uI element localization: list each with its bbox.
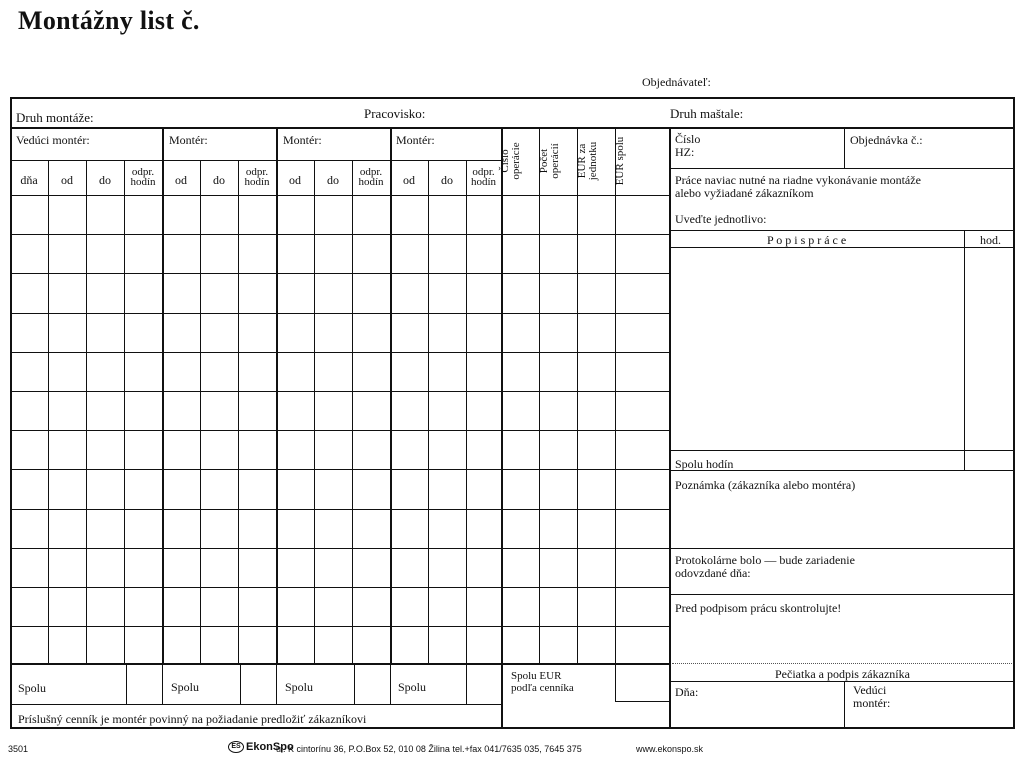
grid-col-line bbox=[238, 160, 239, 663]
grid-row-line bbox=[10, 352, 669, 353]
spolu-eur-line2: podľa cenníka bbox=[511, 682, 574, 694]
ops-spolu-col-line bbox=[615, 663, 616, 701]
popis-prace-header: P o p i s p r á c e bbox=[767, 233, 847, 247]
grid-row-line bbox=[10, 587, 669, 588]
subcol-5: do bbox=[213, 173, 225, 187]
signature-dotted-line bbox=[672, 663, 1012, 664]
spolu-col-line bbox=[466, 663, 467, 704]
col-pocet-operacii: Počet operácií bbox=[538, 143, 561, 179]
group-veduci-monter: Vedúci montér: bbox=[16, 133, 90, 147]
grid-col-line bbox=[200, 160, 201, 663]
subcol-6: odpr. hodín bbox=[244, 166, 270, 188]
spolu-col-line bbox=[162, 663, 163, 704]
cislo-hz-label bbox=[675, 133, 700, 159]
col-cislo-operacie: Číslo operácie bbox=[499, 142, 522, 180]
subcol-9: odpr. hodín bbox=[358, 166, 384, 188]
pracovisko-label: Pracovisko: bbox=[364, 106, 426, 121]
druh-mastale-label: Druh maštale: bbox=[670, 106, 744, 121]
veduci-line1: Vedúci bbox=[853, 683, 887, 697]
form-title: Montážny list č. bbox=[18, 6, 200, 35]
header-divider bbox=[10, 127, 1015, 129]
objednavka-label: Objednávka č.: bbox=[850, 133, 923, 147]
pred-podpisom-label: Pred podpisom prácu skontrolujte! bbox=[675, 601, 842, 615]
ops-col-line bbox=[577, 128, 578, 663]
grid-row-line bbox=[10, 313, 669, 314]
ops-col-line bbox=[539, 128, 540, 663]
hz-objednavka-divider bbox=[844, 128, 845, 168]
prace-note-line1: Práce naviac nutné na riadne vykonávanie montáže bbox=[675, 173, 921, 187]
subcol-7: od bbox=[289, 173, 301, 187]
brand-name: EkonSpo bbox=[246, 741, 294, 753]
ops-col-line bbox=[615, 128, 616, 663]
spolu-col-line bbox=[240, 663, 241, 704]
cislo-hz-line2: HZ: bbox=[675, 145, 695, 159]
right-line-7 bbox=[669, 594, 1015, 595]
protokolarne-label bbox=[675, 554, 855, 580]
right-line-6 bbox=[669, 548, 1015, 549]
grid-row-line bbox=[10, 626, 669, 627]
spolu-hodin-label: Spolu hodín bbox=[675, 457, 734, 471]
druh-montaze-label: Druh montáže: bbox=[16, 110, 94, 125]
spolu-veduci: Spolu bbox=[18, 681, 47, 695]
spolu-eur-line1: Spolu EUR bbox=[511, 670, 562, 682]
group-monter-1: Montér: bbox=[169, 133, 208, 147]
prace-note-line2: alebo vyžiadané zákazníkom bbox=[675, 186, 814, 200]
orderer-label: Objednávateľ: bbox=[642, 75, 711, 89]
grid-col-line bbox=[48, 160, 49, 663]
group-monter-3: Montér: bbox=[396, 133, 435, 147]
spolu-monter-1: Spolu bbox=[171, 680, 200, 694]
spolu-monter-3: Spolu bbox=[398, 680, 427, 694]
protokol-line1: Protokolárne bolo — bude zariadenie bbox=[675, 553, 855, 567]
dna-veduci-divider bbox=[844, 681, 845, 728]
grid-row-line bbox=[10, 509, 669, 510]
grid-row-line bbox=[10, 469, 669, 470]
subcol-1: od bbox=[61, 173, 73, 187]
subheader-line bbox=[10, 195, 669, 196]
grid-col-line bbox=[162, 128, 164, 663]
subcol-4: od bbox=[175, 173, 187, 187]
subcol-11: do bbox=[441, 173, 453, 187]
veduci-monter-label bbox=[853, 684, 890, 710]
footer-web: www.ekonspo.sk bbox=[636, 744, 704, 754]
footer-address: ul. K cintorínu 36, P.O.Box 52, 010 08 Žilina tel.+fax 041/7635 035, 7645 375 bbox=[276, 744, 582, 754]
right-line-4 bbox=[669, 450, 1015, 451]
spolu-col-line bbox=[276, 663, 277, 704]
spolu-eur-podla-cennika bbox=[511, 670, 574, 694]
spolu-col-line bbox=[354, 663, 355, 704]
col-eur-spolu: EUR spolu bbox=[614, 136, 626, 186]
ops-divider bbox=[501, 128, 503, 728]
protokol-line2: odovzdané dňa: bbox=[675, 566, 751, 580]
subcol-3: odpr. hodín bbox=[130, 166, 156, 188]
poznamka-label: Poznámka (zákazníka alebo montéra) bbox=[675, 478, 856, 492]
uvedte-jednotlivo-label: Uveďte jednotlivo: bbox=[675, 212, 767, 226]
grid-col-line bbox=[428, 160, 429, 663]
col-eur-za-jednotku: EUR za jednotku bbox=[576, 141, 599, 181]
ops-spolu-box-line bbox=[615, 701, 669, 702]
grid-col-line bbox=[390, 128, 392, 663]
grid-col-line bbox=[276, 128, 278, 663]
group-monter-2: Montér: bbox=[283, 133, 322, 147]
grid-col-line bbox=[466, 160, 467, 663]
subcol-8: do bbox=[327, 173, 339, 187]
hod-header: hod. bbox=[980, 233, 1001, 247]
grid-col-line bbox=[352, 160, 353, 663]
grid-row-line bbox=[10, 234, 669, 235]
spolu-bottom-line bbox=[10, 704, 501, 705]
subcol-2: do bbox=[99, 173, 111, 187]
grid-row-line bbox=[10, 548, 669, 549]
grid-row-line bbox=[10, 430, 669, 431]
spolu-monter-2: Spolu bbox=[285, 680, 314, 694]
ekonspo-logo-icon: ES bbox=[228, 741, 244, 753]
spolu-col-line bbox=[126, 663, 127, 704]
cennik-note: Príslušný cenník je montér povinný na požiadanie predložiť zákazníkovi bbox=[18, 712, 367, 726]
right-panel-divider bbox=[669, 128, 671, 728]
hod-col-line bbox=[964, 230, 965, 470]
subcol-10: od bbox=[403, 173, 415, 187]
grid-row-line bbox=[10, 391, 669, 392]
veduci-line2: montér: bbox=[853, 696, 891, 710]
subcol-12: odpr. hodín bbox=[470, 166, 497, 188]
body-bottom-line bbox=[10, 663, 669, 665]
right-line-1 bbox=[669, 168, 1015, 169]
peciatka-label: Pečiatka a podpis zákazníka bbox=[775, 667, 910, 681]
spolu-col-line bbox=[390, 663, 391, 704]
prace-naviac-note bbox=[675, 174, 921, 200]
grid-col-line bbox=[314, 160, 315, 663]
grid-row-line bbox=[10, 273, 669, 274]
grid-col-line bbox=[124, 160, 125, 663]
dna-label: Dňa: bbox=[675, 685, 699, 699]
cislo-hz-line1: Číslo bbox=[675, 132, 701, 146]
grid-col-line bbox=[86, 160, 87, 663]
form-code: 3501 bbox=[8, 744, 29, 754]
subcol-0: dňa bbox=[20, 173, 38, 187]
